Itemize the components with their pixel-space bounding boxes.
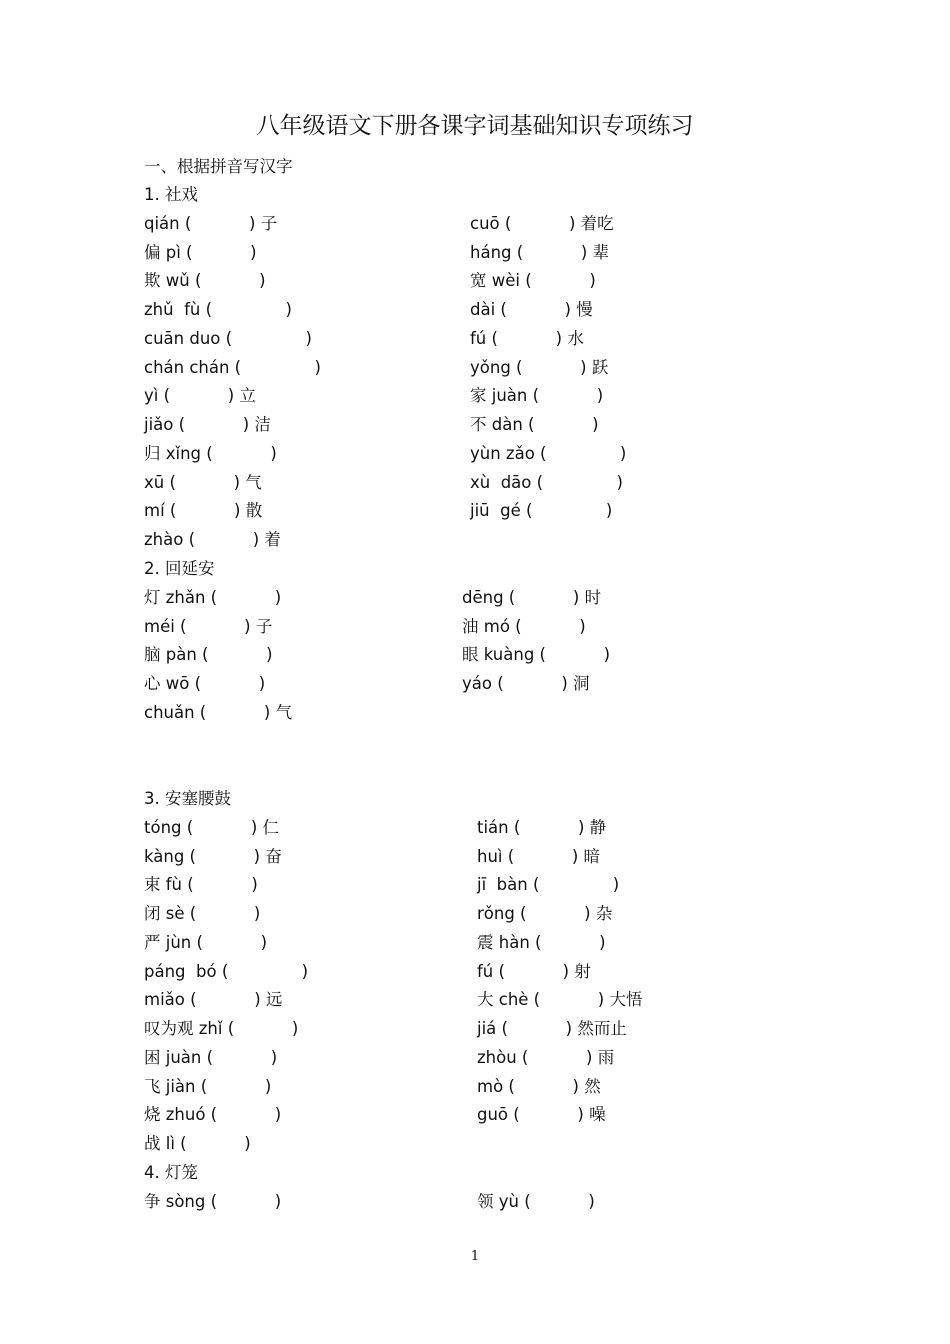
pinyin-item: fú ( ) 射	[477, 961, 591, 981]
pinyin-item: jī bàn ( )	[477, 875, 620, 895]
pinyin-item: 欺 wǔ ( )	[144, 271, 266, 291]
pinyin-item: 大 chè ( ) 大悟	[477, 990, 643, 1010]
pinyin-item: qián ( ) 子	[144, 213, 278, 233]
pinyin-item: dēng ( ) 时	[462, 587, 602, 607]
pinyin-item: 灯 zhǎn ( )	[144, 587, 282, 607]
pinyin-item: cuān duo ( )	[144, 328, 312, 348]
lesson-heading: 3. 安塞腰鼓	[144, 789, 231, 808]
lesson-heading: 1. 社戏	[144, 185, 198, 204]
pinyin-item: xū ( ) 气	[144, 472, 262, 492]
lesson-heading: 4. 灯笼	[144, 1163, 198, 1182]
pinyin-item: jiá ( ) 然而止	[477, 1019, 627, 1038]
pinyin-item: guō ( ) 噪	[477, 1105, 606, 1125]
pinyin-item: 战 lì ( )	[144, 1134, 251, 1153]
pinyin-item: 束 fù ( )	[144, 875, 258, 895]
pinyin-item: 闭 sè ( )	[144, 904, 261, 923]
pinyin-item: zhòu ( ) 雨	[477, 1047, 615, 1067]
page-title: 八年级语文下册各课字词基础知识专项练习	[256, 113, 694, 139]
pinyin-item: chuǎn ( ) 气	[144, 702, 293, 722]
section-heading: 一、根据拼音写汉字	[144, 157, 293, 176]
pinyin-item: yùn zǎo ( )	[470, 443, 627, 463]
pinyin-item: 飞 jiàn ( )	[144, 1076, 272, 1096]
pinyin-item: cuō ( ) 着吃	[470, 213, 614, 233]
pinyin-item: huì ( ) 暗	[477, 846, 601, 866]
pinyin-item: dài ( ) 慢	[470, 300, 593, 319]
pinyin-item: yì ( ) 立	[144, 386, 256, 406]
pinyin-item: 归 xǐng ( )	[144, 443, 277, 463]
pinyin-item: 困 juàn ( )	[144, 1047, 278, 1067]
pinyin-item: 不 dàn ( )	[470, 415, 599, 434]
pinyin-item: miǎo ( ) 远	[144, 990, 283, 1010]
pinyin-item: 震 hàn ( )	[477, 932, 606, 952]
pinyin-item: páng bó ( )	[144, 961, 309, 981]
pinyin-item: 烧 zhuó ( )	[144, 1105, 282, 1125]
pinyin-item: tóng ( ) 仁	[144, 817, 280, 837]
pinyin-item: 严 jùn ( )	[144, 932, 268, 952]
pinyin-item: tián ( ) 静	[477, 817, 607, 837]
pinyin-item: 偏 pì ( )	[144, 242, 257, 262]
pinyin-item: 心 wō ( )	[144, 674, 266, 693]
pinyin-item: mò ( ) 然	[477, 1076, 601, 1096]
pinyin-item: rǒng ( ) 杂	[477, 904, 613, 923]
pinyin-item: kàng ( ) 奋	[144, 846, 282, 866]
pinyin-item: xù dāo ( )	[470, 472, 623, 492]
pinyin-item: méi ( ) 子	[144, 616, 273, 636]
pinyin-item: zhǔ fù ( )	[144, 300, 292, 319]
pinyin-item: fú ( ) 水	[470, 328, 584, 348]
pinyin-item: háng ( ) 辈	[470, 242, 610, 262]
pinyin-item: yǒng ( ) 跃	[470, 357, 609, 377]
pinyin-item: yáo ( ) 洞	[462, 674, 590, 693]
pinyin-item: 叹为观 zhǐ ( )	[144, 1019, 299, 1038]
pinyin-item: 家 juàn ( )	[470, 386, 604, 406]
pinyin-item: jiū gé ( )	[470, 501, 613, 521]
pinyin-item: zhào ( ) 着	[144, 530, 281, 549]
pinyin-item: chán chán ( )	[144, 357, 321, 377]
pinyin-item: mí ( ) 散	[144, 501, 263, 521]
pinyin-item: 脑 pàn ( )	[144, 645, 273, 665]
pinyin-item: 领 yù ( )	[477, 1191, 595, 1211]
pinyin-item: 争 sòng ( )	[144, 1191, 282, 1211]
page-number: 1	[470, 1249, 480, 1264]
lesson-heading: 2. 回延安	[144, 559, 215, 578]
pinyin-item: 宽 wèi ( )	[470, 271, 596, 291]
pinyin-item: jiǎo ( ) 洁	[144, 415, 271, 434]
pinyin-item: 油 mó ( )	[462, 616, 586, 636]
pinyin-item: 眼 kuàng ( )	[462, 645, 611, 665]
